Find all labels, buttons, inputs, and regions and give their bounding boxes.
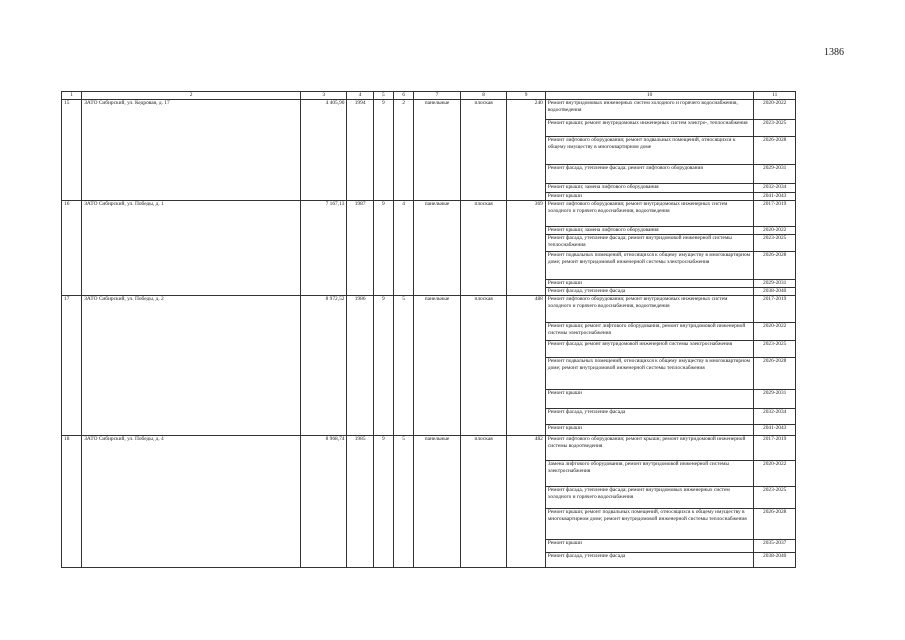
repair-period: 2038-2040 [754,287,796,295]
repair-work-description: Ремонт лифтового оборудования; ремонт подвальных помещений, относящихся к общему имуществу в многоквартирном доме [545,136,754,164]
repair-period: 2029-2031 [754,389,796,408]
repair-period: 2032-2034 [754,408,796,424]
building-year: 1985 [347,435,373,567]
header-row [62,92,796,100]
repair-work-description: Ремонт фасада, утепление фасада; ремонт внутридомовых инженерных систем холодного и горячего водоснабжения [545,486,754,508]
repair-period: 2017-2019 [754,200,796,226]
repair-period: 2023-2025 [754,486,796,508]
repair-work-description: Замена лифтового оборудования, ремонт внутридомовой инженерной системы электроснабжения [545,460,754,486]
building-number: 15 [62,99,82,200]
building-area: 7 167,13 [300,200,347,295]
repair-period: 2017-2019 [754,435,796,460]
building-wall-material: панельные [414,99,461,200]
repair-period: 2026-2028 [754,508,796,539]
building-year: 1994 [347,99,373,200]
building-roof-type: плоская [460,435,507,567]
repair-period: 2023-2025 [754,234,796,251]
column-header: 11 [754,92,796,100]
building-residents: 488 [507,295,545,435]
column-header: 4 [347,92,373,100]
building-year: 1986 [347,295,373,435]
repair-period: 2020-2022 [754,460,796,486]
repair-work-description: Ремонт фасада, утепление фасада [545,552,754,567]
repair-period: 2023-2025 [754,340,796,357]
repair-schedule-table [61,91,796,568]
repair-period: 2020-2022 [754,322,796,340]
building-area: 8 968,74 [300,435,347,567]
building-address: ЗАТО Сибирский, ул. Победы, д. 2 [82,295,301,435]
building-number: 16 [62,200,82,295]
table-row [62,295,796,322]
building-number: 17 [62,295,82,435]
building-roof-type: плоская [460,200,507,295]
repair-work-description: Ремонт крыши; ремонт внутридомовых инженерных систем электро-, теплоснабжения [545,119,754,136]
repair-work-description: Ремонт подвальных помещений, относящихся к общему имуществу в многоквартирном доме; ремонт внутридомовой инженерной системы теплоснабжения [545,357,754,389]
table-row [62,435,796,460]
building-year: 1987 [347,200,373,295]
repair-period: 2038-2040 [754,552,796,567]
repair-work-description: Ремонт фасада; ремонт внутридомовой инженерной системы электроснабжения [545,340,754,357]
building-address: ЗАТО Сибирский, ул. Победы, д. 1 [82,200,301,295]
repair-work-description: Ремонт крыши; ремонт подвальных помещений, относящихся к общему имуществу в многоквартирном доме; ремонт внутридомовой инженерной системы теплоснабжения [545,508,754,539]
repair-period: 2035-2037 [754,539,796,552]
repair-period: 2023-2025 [754,119,796,136]
repair-work-description: Ремонт крыши; замена лифтового оборудования [545,226,754,234]
repair-work-description: Ремонт фасада, утепление фасада; ремонт внутридомовой инженерной системы теплоснабжения [545,234,754,251]
column-header: 5 [373,92,393,100]
column-header: 10 [545,92,754,100]
building-area: 4 405,90 [300,99,347,200]
building-address: ЗАТО Сибирский, ул. Кедровая, д. 17 [82,99,301,200]
repair-work-description: Ремонт фасада, утепление фасада; ремонт лифтового оборудования [545,164,754,183]
repair-work-description: Ремонт фасада, утепление фасада [545,408,754,424]
repair-period: 2020-2022 [754,99,796,119]
column-header: 2 [82,92,301,100]
repair-period: 2041-2043 [754,424,796,435]
repair-period: 2029-2031 [754,164,796,183]
repair-period: 2017-2019 [754,295,796,322]
building-area: 8 972,52 [300,295,347,435]
column-header: 3 [300,92,347,100]
building-wall-material: панельные [414,200,461,295]
column-header: 8 [460,92,507,100]
repair-period: 2026-2028 [754,357,796,389]
building-residents: 369 [507,200,545,295]
repair-period: 2032-2034 [754,183,796,192]
building-residents: 240 [507,99,545,200]
repair-period: 2029-2031 [754,279,796,287]
building-entrances: 4 [394,200,414,295]
building-address: ЗАТО Сибирский, ул. Победы, д. 4 [82,435,301,567]
building-entrances: 5 [394,435,414,567]
repair-period: 2026-2028 [754,251,796,279]
repair-work-description: Ремонт лифтового оборудования; ремонт внутридомовых инженерных систем холодного и горячего водоснабжения, водоотведения [545,200,754,226]
column-header: 9 [507,92,545,100]
table-row [62,99,796,119]
repair-period: 2026-2028 [754,136,796,164]
building-wall-material: панельные [414,295,461,435]
building-entrances: 2 [394,99,414,200]
repair-period: 2020-2022 [754,226,796,234]
column-header: 6 [394,92,414,100]
building-floors: 9 [373,99,393,200]
repair-work-description: Ремонт лифтового оборудования; ремонт внутридомовых инженерных систем холодного и горячего водоснабжения, водоотведения [545,295,754,322]
building-residents: 482 [507,435,545,567]
repair-work-description: Ремонт крыши [545,539,754,552]
building-floors: 9 [373,295,393,435]
building-roof-type: плоская [460,295,507,435]
page-number: 1386 [824,47,844,58]
table-row [62,200,796,226]
repair-work-description: Ремонт крыши [545,389,754,408]
repair-work-description: Ремонт крыши [545,279,754,287]
column-header: 1 [62,92,82,100]
building-wall-material: панельные [414,435,461,567]
repair-period: 2041-2043 [754,192,796,200]
repair-work-description: Ремонт крыши; замена лифтового оборудования [545,183,754,192]
building-floors: 9 [373,435,393,567]
repair-work-description: Ремонт крыши; ремонт лифтового оборудования, ремонт внутридомовой инженерной системы электроснабжения [545,322,754,340]
repair-work-description: Ремонт крыши [545,192,754,200]
repair-work-description: Ремонт внутридомовых инженерных систем холодного и горячего водоснабжения, водоотведения [545,99,754,119]
repair-work-description: Ремонт лифтового оборудования; ремонт крыши; ремонт внутридомовой инженерной системы водоотведения [545,435,754,460]
building-roof-type: плоская [460,99,507,200]
repair-work-description: Ремонт фасада, утепление фасада [545,287,754,295]
repair-work-description: Ремонт подвальных помещений, относящихся к общему имуществу в многоквартирном доме; ремонт внутридомовой инженерной системы электроснабжения [545,251,754,279]
repair-work-description: Ремонт крыши [545,424,754,435]
column-header: 7 [414,92,461,100]
building-entrances: 5 [394,295,414,435]
building-floors: 9 [373,200,393,295]
building-number: 18 [62,435,82,567]
